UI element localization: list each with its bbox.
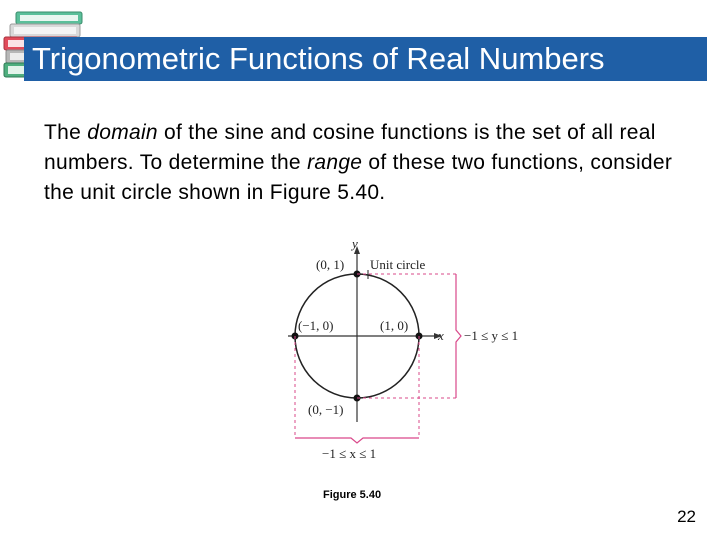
body-text-2: of the sine and cosine functions is the set of all real numbers. To determine the — [44, 121, 656, 174]
x-range-bracket — [295, 438, 419, 443]
y-axis-label: y — [352, 236, 358, 251]
page-number: 22 — [677, 507, 696, 526]
bottom-point-label: (0, −1) — [308, 402, 344, 417]
y-range-label: −1 ≤ y ≤ 1 — [464, 328, 519, 343]
left-point-label: (−1, 0) — [298, 318, 334, 333]
range-term: range — [307, 151, 363, 174]
body-text-1: The — [44, 121, 88, 144]
x-range-label: −1 ≤ x ≤ 1 — [322, 446, 377, 461]
unit-circle-label: Unit circle — [370, 257, 426, 272]
slide-title: Trigonometric Functions of Real Numbers — [32, 41, 605, 76]
y-range-bracket — [456, 274, 461, 398]
body-text-3: of these two functions, consider the unit circle shown in Figure 5.40. — [44, 151, 673, 204]
figure-caption: Figure 5.40 — [323, 489, 382, 501]
body-paragraph — [44, 118, 694, 208]
domain-term: domain — [87, 121, 158, 144]
right-point-label: (1, 0) — [380, 318, 409, 333]
top-point-label: (0, 1) — [316, 257, 345, 272]
x-axis-label: x — [438, 328, 444, 343]
unit-circle-figure — [270, 232, 550, 472]
